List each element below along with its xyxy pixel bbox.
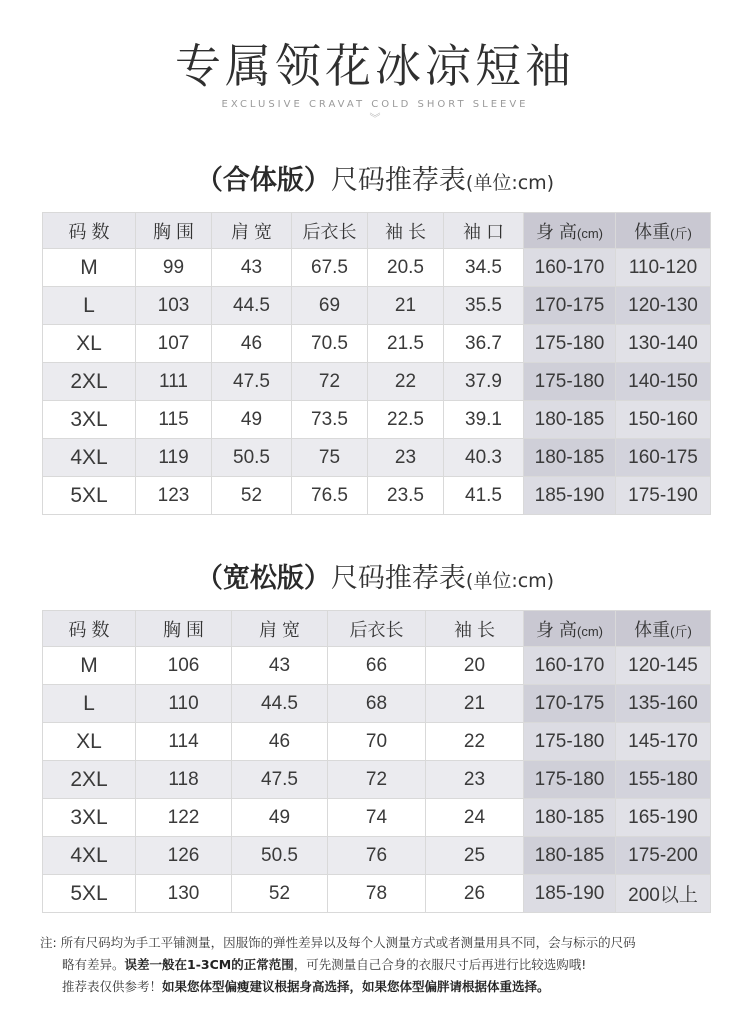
table-cell: 74: [328, 799, 426, 837]
page-title: 专属领花冰凉短袖: [175, 39, 575, 93]
table-cell: 114: [136, 723, 232, 761]
table-cell: 107: [136, 325, 212, 363]
table-cell: 160-170: [524, 249, 616, 287]
size-label-cell: XL: [43, 325, 136, 363]
header-label: 体重: [634, 221, 671, 242]
table-header-cell: [444, 213, 524, 249]
note-line-1: 注: 所有尺码均为手工平铺测量，因服饰的弹性差异以及每个人测量方式或者测量用具不同，会与标示的尺码: [40, 935, 636, 950]
table-cell: 180-185: [524, 799, 616, 837]
table-row: [43, 325, 711, 363]
table-cell: 155-180: [616, 761, 711, 799]
table-cell: 123: [136, 477, 212, 515]
header-label: 体重: [634, 619, 671, 640]
table-cell: 76: [328, 837, 426, 875]
table-cell: 175-180: [524, 325, 616, 363]
chevron-down-icon: ︾: [369, 112, 381, 125]
table-cell: 21.5: [368, 325, 444, 363]
header-unit: (斤): [670, 225, 692, 241]
table-header-cell: [426, 611, 524, 647]
table-cell: 130: [136, 875, 232, 913]
header-label: 身 高: [535, 221, 577, 242]
header-unit: (cm): [577, 225, 603, 241]
table-cell: 36.7: [444, 325, 524, 363]
header-label: 袖 口: [462, 221, 504, 242]
table-cell: 20.5: [368, 249, 444, 287]
table-cell: 26: [426, 875, 524, 913]
table-row: [43, 723, 711, 761]
table-cell: 120-130: [616, 287, 711, 325]
table-cell: 175-180: [524, 761, 616, 799]
table-header-cell: [328, 611, 426, 647]
table-row: [43, 837, 711, 875]
table-header-cell: [524, 213, 616, 249]
table-header-cell: [368, 213, 444, 249]
size-label-cell: L: [43, 685, 136, 723]
table-cell: 70.5: [292, 325, 368, 363]
size-table-loose: [42, 610, 711, 913]
table-cell: 34.5: [444, 249, 524, 287]
table-row: [43, 799, 711, 837]
header-label: 码 数: [68, 619, 110, 640]
table-header-cell: [524, 611, 616, 647]
note-text: 推荐表仅供参考！: [62, 979, 163, 994]
table-cell: 24: [426, 799, 524, 837]
table-cell: 126: [136, 837, 232, 875]
table-cell: 49: [232, 799, 328, 837]
table-cell: 175-200: [616, 837, 711, 875]
size-label-cell: 3XL: [43, 401, 136, 439]
table-cell: 49: [212, 401, 292, 439]
table-header-cell: [292, 213, 368, 249]
table2-title-main: 尺码推荐表: [330, 563, 466, 594]
header-label: 肩 宽: [230, 221, 272, 242]
table-row: [43, 647, 711, 685]
table-cell: 75: [292, 439, 368, 477]
table-header-row: [43, 213, 711, 249]
table-cell: 72: [292, 363, 368, 401]
header-label: 后衣长: [349, 619, 404, 640]
table-cell: 22: [426, 723, 524, 761]
note-emphasis: 如果您体型偏瘦建议根据身高选择，如果您体型偏胖请根据体重选择。: [162, 979, 550, 994]
table-cell: 99: [136, 249, 212, 287]
note-text: 略有差异。: [62, 957, 125, 972]
table-cell: 122: [136, 799, 232, 837]
table-cell: 47.5: [212, 363, 292, 401]
table-row: [43, 401, 711, 439]
size-label-cell: 2XL: [43, 761, 136, 799]
table-cell: 130-140: [616, 325, 711, 363]
size-notes: [40, 932, 730, 998]
table-cell: 35.5: [444, 287, 524, 325]
note-emphasis: 误差一般在1-3CM的正常范围: [124, 957, 294, 972]
table-cell: 43: [212, 249, 292, 287]
table-cell: 50.5: [232, 837, 328, 875]
table-cell: 46: [232, 723, 328, 761]
table-row: [43, 761, 711, 799]
table-cell: 40.3: [444, 439, 524, 477]
header-label: 肩 宽: [258, 619, 300, 640]
table-cell: 22: [368, 363, 444, 401]
header-label: 袖 长: [384, 221, 426, 242]
table-cell: 43: [232, 647, 328, 685]
size-label-cell: 4XL: [43, 439, 136, 477]
table-cell: 37.9: [444, 363, 524, 401]
table-cell: 140-150: [616, 363, 711, 401]
table-cell: 135-160: [616, 685, 711, 723]
table-cell: 68: [328, 685, 426, 723]
table-cell: 25: [426, 837, 524, 875]
table-cell: 115: [136, 401, 212, 439]
table-cell: 73.5: [292, 401, 368, 439]
table1-title-unit: (单位:cm): [465, 172, 555, 194]
table1-title: [0, 158, 750, 197]
table-cell: 78: [328, 875, 426, 913]
table-cell: 46: [212, 325, 292, 363]
table-cell: 150-160: [616, 401, 711, 439]
table-cell: 185-190: [524, 875, 616, 913]
table-cell: 165-190: [616, 799, 711, 837]
table-cell: 175-180: [524, 723, 616, 761]
table-header-cell: [136, 611, 232, 647]
table-cell: 160-170: [524, 647, 616, 685]
table-cell: 22.5: [368, 401, 444, 439]
table-row: [43, 477, 711, 515]
table-cell: 185-190: [524, 477, 616, 515]
table-cell: 52: [212, 477, 292, 515]
header-label: 胸 围: [152, 221, 194, 242]
table-cell: 110: [136, 685, 232, 723]
table-cell: 20: [426, 647, 524, 685]
header-unit: (cm): [577, 623, 603, 639]
table-cell: 39.1: [444, 401, 524, 439]
header-label: 袖 长: [453, 619, 495, 640]
table1-title-main: 尺码推荐表: [330, 165, 466, 196]
table-cell: 111: [136, 363, 212, 401]
table-cell: 72: [328, 761, 426, 799]
table-cell: 23.5: [368, 477, 444, 515]
table-row: [43, 287, 711, 325]
table-cell: 21: [426, 685, 524, 723]
note-line-2: [40, 954, 730, 976]
table-cell: 44.5: [212, 287, 292, 325]
table2-title: [0, 556, 750, 595]
size-label-cell: L: [43, 287, 136, 325]
table-cell: 106: [136, 647, 232, 685]
header-label: 胸 围: [162, 619, 204, 640]
table-row: [43, 875, 711, 913]
table-cell: 119: [136, 439, 212, 477]
table-header-cell: [136, 213, 212, 249]
table-cell: 41.5: [444, 477, 524, 515]
header-label: 后衣长: [302, 221, 357, 242]
table-cell: 44.5: [232, 685, 328, 723]
table-cell: 70: [328, 723, 426, 761]
table-cell: 170-175: [524, 685, 616, 723]
size-label-cell: 5XL: [43, 477, 136, 515]
size-label-cell: M: [43, 647, 136, 685]
table-cell: 21: [368, 287, 444, 325]
size-label-cell: 4XL: [43, 837, 136, 875]
page-subtitle: EXCLUSIVE CRAVAT COLD SHORT SLEEVE: [221, 99, 529, 110]
table-row: [43, 249, 711, 287]
header-unit: (斤): [670, 623, 692, 639]
table-cell: 67.5: [292, 249, 368, 287]
table2-title-unit: (单位:cm): [465, 570, 555, 592]
size-label-cell: 2XL: [43, 363, 136, 401]
size-table-fitted: [42, 212, 711, 515]
header-label: 码 数: [68, 221, 110, 242]
size-label-cell: 5XL: [43, 875, 136, 913]
table-cell: 145-170: [616, 723, 711, 761]
header-label: 身 高: [535, 619, 577, 640]
table-cell: 175-180: [524, 363, 616, 401]
table-header-cell: [616, 213, 711, 249]
table-cell: 50.5: [212, 439, 292, 477]
table-cell: 120-145: [616, 647, 711, 685]
table-cell: 23: [426, 761, 524, 799]
table-cell: 175-190: [616, 477, 711, 515]
table-header-cell: [616, 611, 711, 647]
table-cell: 180-185: [524, 439, 616, 477]
table-header-cell: [43, 611, 136, 647]
table-cell: 47.5: [232, 761, 328, 799]
table1-title-type: （合体版）: [195, 165, 331, 196]
table-cell: 110-120: [616, 249, 711, 287]
table-cell: 103: [136, 287, 212, 325]
table-cell: 76.5: [292, 477, 368, 515]
table-cell: 180-185: [524, 401, 616, 439]
size-label-cell: 3XL: [43, 799, 136, 837]
table-header-cell: [43, 213, 136, 249]
table-cell: 160-175: [616, 439, 711, 477]
table-cell: 52: [232, 875, 328, 913]
table-header-cell: [212, 213, 292, 249]
table-header-cell: [232, 611, 328, 647]
table2-title-type: （宽松版）: [195, 563, 331, 594]
size-label-cell: XL: [43, 723, 136, 761]
table-cell: 23: [368, 439, 444, 477]
table-cell: 200以上: [616, 875, 711, 913]
table-cell: 170-175: [524, 287, 616, 325]
table-row: [43, 685, 711, 723]
table-cell: 69: [292, 287, 368, 325]
note-text: ，可先测量自己合身的衣服尺寸后再进行比较选购哦!: [293, 957, 587, 972]
size-label-cell: M: [43, 249, 136, 287]
table-cell: 118: [136, 761, 232, 799]
table-cell: 66: [328, 647, 426, 685]
table-row: [43, 363, 711, 401]
note-line-3: [40, 976, 730, 998]
table-cell: 180-185: [524, 837, 616, 875]
table-row: [43, 439, 711, 477]
table-header-row: [43, 611, 711, 647]
